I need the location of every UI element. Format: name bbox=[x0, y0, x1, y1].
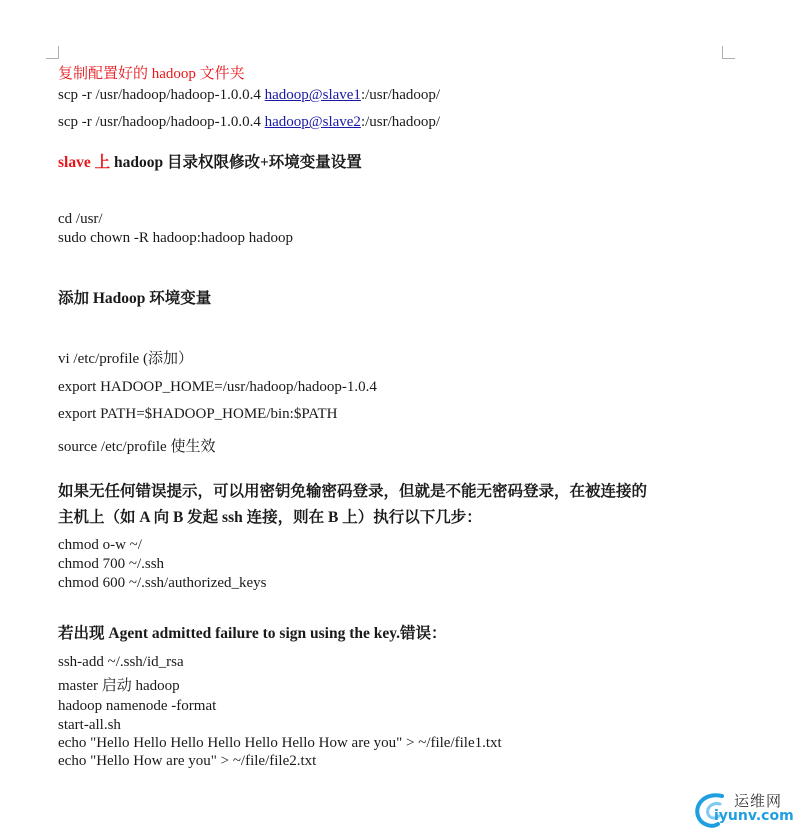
cmd-export-home: export HADOOP_HOME=/usr/hadoop/hadoop-1.0.4 bbox=[58, 379, 377, 395]
heading-agent-error: 若出现 Agent admitted failure to sign using the key.错误： bbox=[58, 625, 447, 642]
cmd-echo-file1: echo "Hello Hello Hello Hello Hello Hello How are you" > ~/file/file1.txt bbox=[58, 735, 502, 751]
link-hadoop-slave1[interactable]: hadoop@slave1 bbox=[264, 87, 361, 103]
cmd-namenode-format: hadoop namenode -format bbox=[58, 698, 217, 714]
watermark-cn: 运维网 bbox=[734, 792, 783, 810]
cmd-scp-slave1: scp -r /usr/hadoop/hadoop-1.0.0.4 hadoop@slave1:/usr/hadoop/ bbox=[58, 87, 441, 103]
cmd-export-path: export PATH=$HADOOP_HOME/bin:$PATH bbox=[58, 406, 338, 422]
watermark-logo bbox=[692, 786, 796, 834]
note-master-start: master 启动 hadoop bbox=[58, 678, 180, 694]
cmd-chmod-keys: chmod 600 ~/.ssh/authorized_keys bbox=[58, 575, 267, 591]
heading-passwordless-2: 主机上（如 A 向 B 发起 ssh 连接，则在 B 上）执行以下几步： bbox=[58, 509, 482, 526]
cmd-scp-slave2: scp -r /usr/hadoop/hadoop-1.0.0.4 hadoop@slave2:/usr/hadoop/ bbox=[58, 114, 441, 130]
cmd-start-all: start-all.sh bbox=[58, 717, 121, 733]
cmd-vi-profile: vi /etc/profile (添加） bbox=[58, 351, 193, 367]
cmd-chmod-ssh: chmod 700 ~/.ssh bbox=[58, 556, 165, 572]
cmd-chmod-home: chmod o-w ~/ bbox=[58, 537, 142, 553]
heading-passwordless-1: 如果无任何错误提示，可以用密钥免输密码登录，但就是不能无密码登录，在被连接的 bbox=[58, 483, 648, 500]
cmd-source-profile: source /etc/profile 使生效 bbox=[58, 439, 216, 455]
cmd-cd-usr: cd /usr/ bbox=[58, 211, 103, 227]
cmd-chown: sudo chown -R hadoop:hadoop hadoop bbox=[58, 230, 293, 246]
heading-slave-permissions: slave 上 hadoop 目录权限修改+环境变量设置 bbox=[58, 154, 362, 171]
cmd-ssh-add: ssh-add ~/.ssh/id_rsa bbox=[58, 654, 184, 670]
heading-hadoop-env: 添加 Hadoop 环境变量 bbox=[58, 290, 212, 307]
link-hadoop-slave2[interactable]: hadoop@slave2 bbox=[264, 114, 361, 130]
crop-mark-top-right bbox=[722, 46, 735, 59]
crop-mark-top-left bbox=[46, 46, 59, 59]
watermark-en: iyunv.com bbox=[714, 808, 794, 824]
note-copy-folder: 复制配置好的 hadoop 文件夹 bbox=[58, 66, 245, 82]
cmd-echo-file2: echo "Hello How are you" > ~/file/file2.txt bbox=[58, 753, 317, 769]
